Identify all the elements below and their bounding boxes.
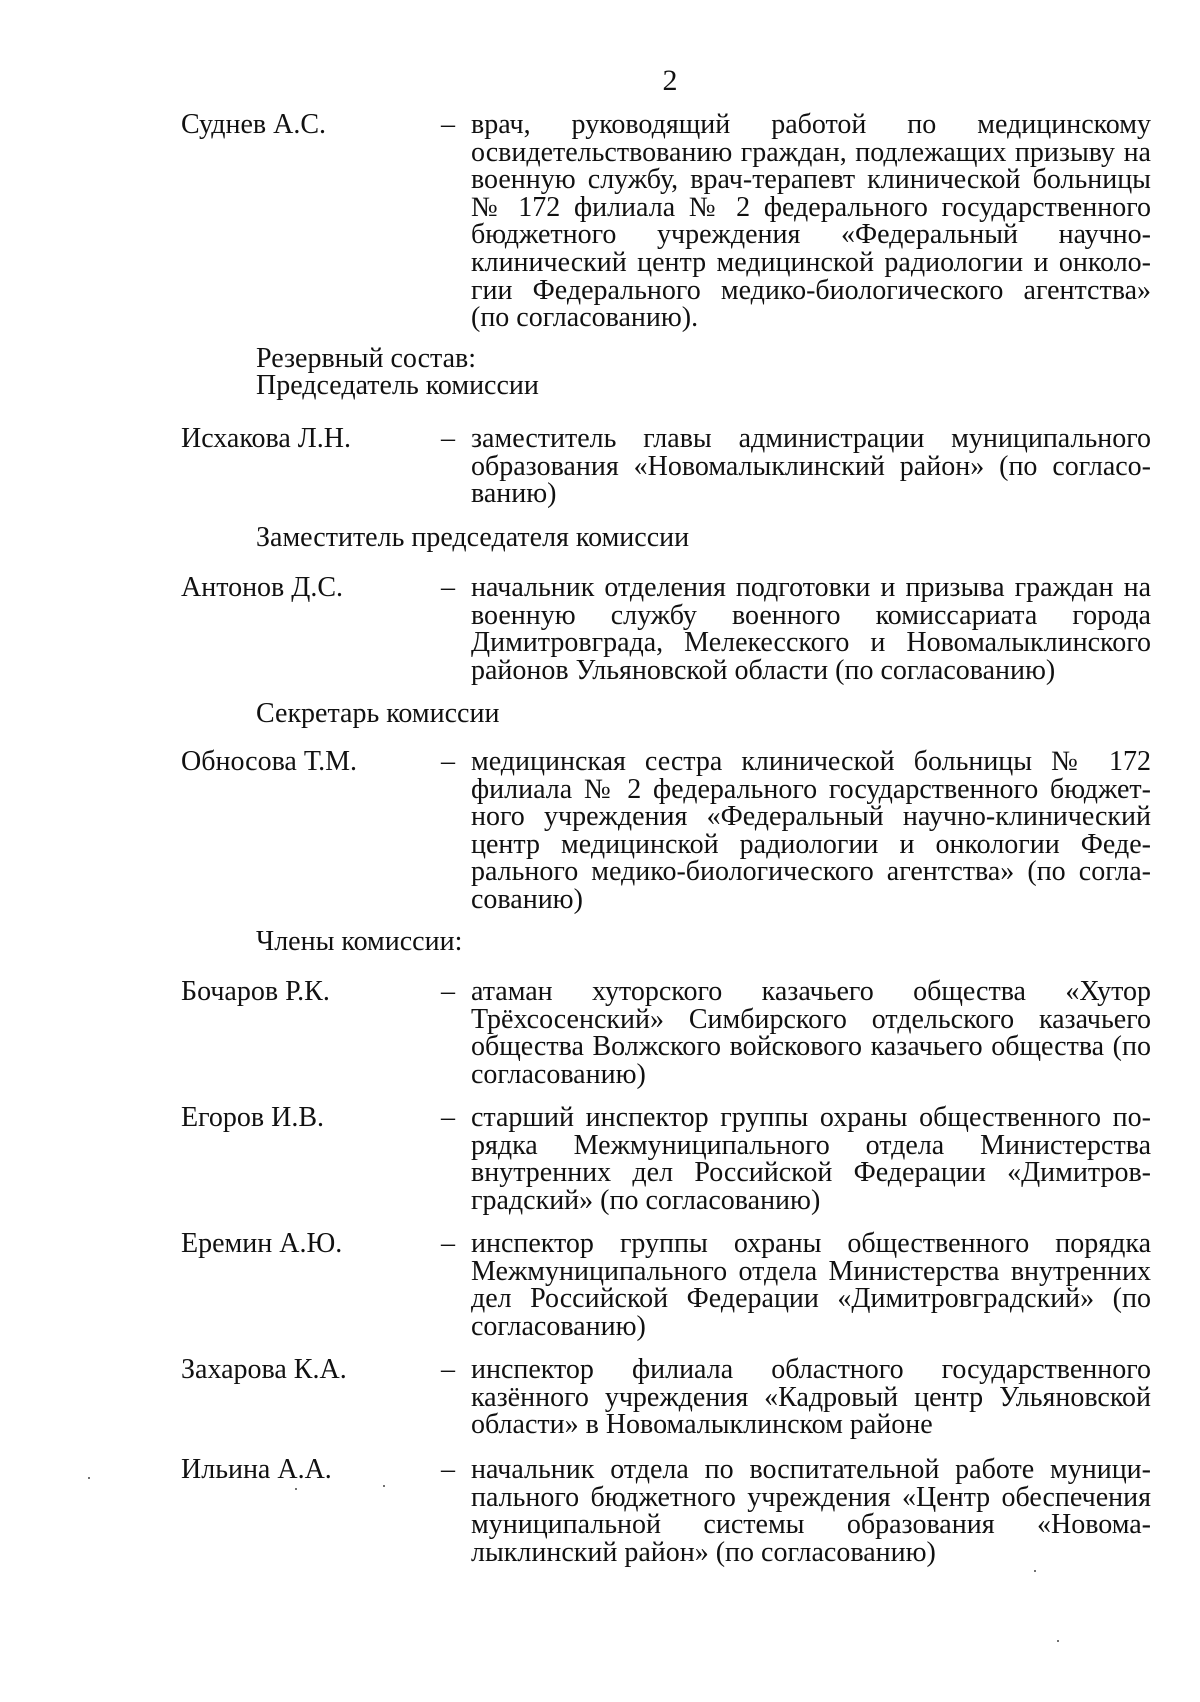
member-dash: – [441, 1354, 455, 1385]
member-name: Исхакова Л.Н. [181, 423, 352, 454]
page-number: 2 [662, 64, 678, 97]
member-name: Ильина А.А. [181, 1454, 332, 1485]
member-name: Суднев А.С. [181, 109, 326, 140]
reserve-heading: Резервный состав: [256, 343, 477, 374]
deputy-heading: Заместитель председателя комиссии [256, 522, 690, 553]
member-dash: – [441, 109, 455, 140]
members-heading: Члены комиссии: [256, 926, 463, 957]
member-dash: – [441, 572, 455, 603]
member-name: Обносова Т.М. [181, 746, 358, 777]
member-description: врач, руководящий работой по медицинскому освидетельствованию граждан, подлежащих призыву на военную службу, врач-терапевт клинической больницы № 172 филиала № 2 федерального государственного бюджетного учреждения «Федеральный научно-клинический центр медицинской радиологии и онкологии Федерального медико-биологического агентства» (по согласованию). [471, 109, 1151, 334]
scan-speck [295, 1488, 297, 1490]
scan-speck [88, 1477, 90, 1479]
member-dash: – [441, 746, 455, 777]
member-dash: – [441, 1454, 455, 1485]
member-description: атаман хуторского казачьего общества «Хутор Трёхсосенский» Симбирского отдельского казачьего общества Волжского войскового казачьего общества (по согласованию) [471, 976, 1151, 1090]
member-dash: – [441, 423, 455, 454]
member-name: Бочаров Р.К. [181, 976, 330, 1007]
member-name: Еремин А.Ю. [181, 1228, 343, 1259]
member-description: медицинская сестра клинической больницы № 172 филиала № 2 федерального государственного бюджетного учреждения «Федеральный научно-клинический центр медицинской радиологии и онкологии Федерального медико-биологического агентства» (по согласованию) [471, 746, 1151, 915]
member-description: инспектор группы охраны общественного порядка Межмуниципального отдела Министерства внутренних дел Российской Федерации «Димитровградский» (по согласованию) [471, 1228, 1151, 1342]
member-description: старший инспектор группы охраны общественного порядка Межмуниципального отдела Министерства внутренних дел Российской Федерации «Димитровградский» (по согласованию) [471, 1102, 1151, 1216]
member-description: заместитель главы администрации муниципального образования «Новомалыклинский район» (по согласованию) [471, 423, 1151, 510]
member-name: Антонов Д.С. [181, 572, 344, 603]
member-dash: – [441, 976, 455, 1007]
member-name: Егоров И.В. [181, 1102, 325, 1133]
member-dash: – [441, 1102, 455, 1133]
member-description: инспектор филиала областного государственного казённого учреждения «Кадровый центр Ульяновской области» в Новомалыклинском районе [471, 1354, 1151, 1441]
member-dash: – [441, 1228, 455, 1259]
member-description: начальник отделения подготовки и призыва граждан на военную службу военного комиссариата города Димитровграда, Мелекесского и Новомалыклинского районов Ульяновской области (по согласованию) [471, 572, 1151, 686]
member-description: начальник отдела по воспитательной работе муниципального бюджетного учреждения «Центр обеспечения муниципальной системы образования «Новомалыклинский район» (по согласованию) [471, 1454, 1151, 1568]
member-name: Захарова К.А. [181, 1354, 347, 1385]
scan-speck [383, 1485, 385, 1487]
scan-speck [1057, 1640, 1059, 1642]
scan-speck [1034, 1570, 1036, 1572]
chair-heading: Председатель комиссии [256, 370, 539, 401]
secretary-heading: Секретарь комиссии [256, 698, 500, 729]
